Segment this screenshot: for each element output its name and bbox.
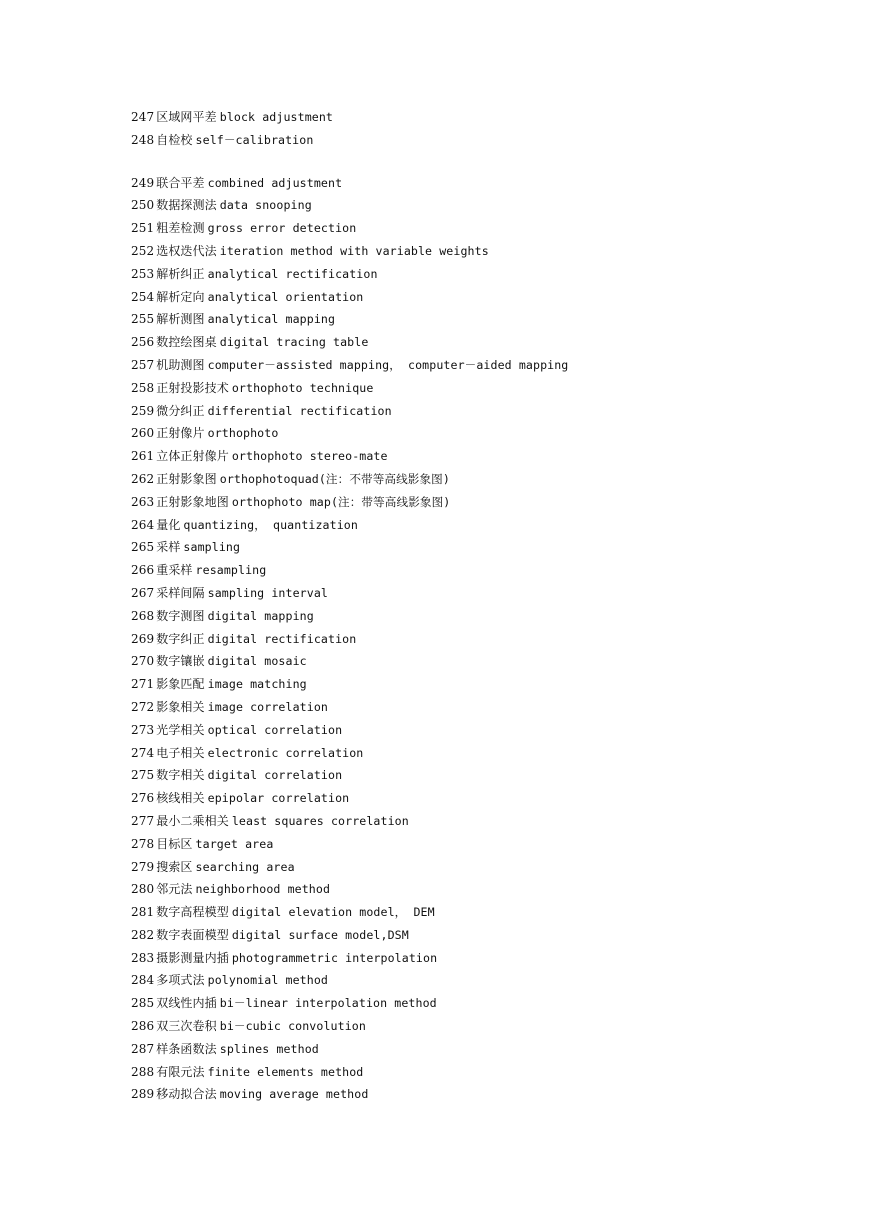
glossary-entry bbox=[131, 628, 851, 651]
entry-chinese-term: 正射像片 bbox=[156, 426, 205, 441]
entry-chinese-term: 粗差检测 bbox=[156, 221, 205, 236]
entry-number: 268 bbox=[131, 608, 155, 623]
glossary-entry bbox=[131, 650, 851, 673]
entry-english-term: target area bbox=[195, 836, 274, 851]
entry-chinese-term: 数字镶嵌 bbox=[156, 654, 205, 669]
entry-english-term: self－calibration bbox=[195, 132, 314, 147]
entry-chinese-term: 量化 bbox=[156, 517, 181, 532]
entry-english-term: sampling bbox=[183, 540, 241, 555]
entry-chinese-term: 数字高程模型 bbox=[156, 905, 229, 920]
entry-number: 257 bbox=[131, 357, 155, 372]
entry-english-term: bi－cubic convolution bbox=[219, 1019, 366, 1034]
entry-number: 276 bbox=[131, 791, 155, 806]
entry-number: 252 bbox=[131, 243, 155, 258]
entry-english-term: neighborhood method bbox=[195, 882, 331, 897]
glossary-entry bbox=[131, 377, 851, 400]
glossary-entry bbox=[131, 129, 851, 152]
entry-chinese-term: 联合平差 bbox=[156, 175, 205, 190]
entry-chinese-term: 有限元法 bbox=[156, 1064, 205, 1079]
glossary-entry bbox=[131, 400, 851, 423]
entry-english-term: computer－assisted mapping， computer－aided mapping bbox=[207, 357, 569, 372]
entry-number: 262 bbox=[131, 471, 155, 486]
entry-chinese-term: 区域网平差 bbox=[156, 110, 217, 124]
entry-chinese-term: 样条函数法 bbox=[156, 1041, 217, 1056]
entry-english-term: orthophoto map(注：带等高线影象图) bbox=[231, 494, 451, 509]
glossary-entry bbox=[131, 1015, 851, 1038]
entry-number: 251 bbox=[131, 221, 155, 236]
entry-english-term: digital tracing table bbox=[219, 335, 369, 350]
entry-english-term: sampling interval bbox=[207, 585, 328, 600]
entry-chinese-term: 最小二乘相关 bbox=[156, 813, 229, 828]
entry-number: 289 bbox=[131, 1087, 155, 1102]
entry-number: 258 bbox=[131, 380, 155, 395]
glossary-entry bbox=[131, 308, 851, 331]
entry-chinese-term: 移动拟合法 bbox=[156, 1087, 217, 1102]
glossary-entry bbox=[131, 673, 851, 696]
entry-number: 264 bbox=[131, 517, 155, 532]
entry-chinese-term: 影象匹配 bbox=[156, 677, 205, 692]
entry-number: 279 bbox=[131, 859, 155, 874]
entry-english-term: analytical orientation bbox=[207, 289, 364, 304]
glossary-entry bbox=[131, 901, 851, 924]
entry-chinese-term: 正射影象地图 bbox=[156, 494, 229, 509]
entry-english-term: finite elements method bbox=[207, 1064, 364, 1079]
glossary-entry bbox=[131, 742, 851, 765]
entry-chinese-term: 微分纠正 bbox=[156, 403, 205, 418]
entry-number: 286 bbox=[131, 1019, 155, 1034]
entry-chinese-term: 光学相关 bbox=[156, 722, 205, 737]
entry-number: 281 bbox=[131, 905, 155, 920]
entry-number: 284 bbox=[131, 973, 155, 988]
glossary-entry bbox=[131, 924, 851, 947]
entry-english-term: digital correlation bbox=[207, 768, 343, 783]
entry-number: 285 bbox=[131, 996, 155, 1011]
glossary-entry bbox=[131, 992, 851, 1015]
entry-number: 277 bbox=[131, 813, 155, 828]
glossary-entry bbox=[131, 536, 851, 559]
glossary-entry bbox=[131, 878, 851, 901]
glossary-entry bbox=[131, 286, 851, 309]
glossary-entry bbox=[131, 445, 851, 468]
entry-number: 273 bbox=[131, 722, 155, 737]
entry-english-term: photogrammetric interpolation bbox=[231, 950, 438, 965]
entry-number: 280 bbox=[131, 882, 155, 897]
entry-english-term: data snooping bbox=[219, 198, 312, 213]
glossary-entry bbox=[131, 491, 851, 514]
entry-chinese-term: 自检校 bbox=[156, 132, 193, 147]
entry-english-term: orthophoto stereo-mate bbox=[231, 449, 388, 464]
entry-chinese-term: 核线相关 bbox=[156, 791, 205, 806]
entry-chinese-term: 数控绘图桌 bbox=[156, 335, 217, 350]
entry-english-term: analytical mapping bbox=[207, 312, 336, 327]
entry-number: 283 bbox=[131, 950, 155, 965]
entry-chinese-term: 数字表面模型 bbox=[156, 927, 229, 942]
glossary-entry bbox=[131, 947, 851, 970]
entry-english-term: orthophoto technique bbox=[231, 380, 374, 395]
entry-chinese-term: 双线性内插 bbox=[156, 996, 217, 1011]
entry-number: 266 bbox=[131, 563, 155, 578]
entry-english-term: searching area bbox=[195, 859, 295, 874]
entry-english-term: analytical rectification bbox=[207, 266, 378, 281]
glossary-entry bbox=[131, 559, 851, 582]
entry-chinese-term: 数字相关 bbox=[156, 768, 205, 783]
glossary-entry bbox=[131, 217, 851, 240]
entry-number: 274 bbox=[131, 745, 155, 760]
entry-chinese-term: 电子相关 bbox=[156, 745, 205, 760]
entry-number: 267 bbox=[131, 585, 155, 600]
entry-english-term: bi－linear interpolation method bbox=[219, 996, 437, 1011]
entry-chinese-term: 数字纠正 bbox=[156, 631, 205, 646]
glossary-entry bbox=[131, 969, 851, 992]
glossary-entry bbox=[131, 582, 851, 605]
glossary-entry bbox=[131, 263, 851, 286]
entry-chinese-term: 采样间隔 bbox=[156, 585, 205, 600]
entry-english-term: digital rectification bbox=[207, 631, 357, 646]
entry-chinese-term: 立体正射像片 bbox=[156, 449, 229, 464]
entry-number: 270 bbox=[131, 654, 155, 669]
entry-number: 271 bbox=[131, 677, 155, 692]
entry-number: 249 bbox=[131, 175, 155, 190]
entry-number: 275 bbox=[131, 768, 155, 783]
entry-chinese-term: 解析测图 bbox=[156, 312, 205, 327]
entry-number: 260 bbox=[131, 426, 155, 441]
entry-chinese-term: 正射影象图 bbox=[156, 471, 217, 486]
entry-english-term: digital mapping bbox=[207, 608, 314, 623]
entry-chinese-term: 目标区 bbox=[156, 836, 193, 851]
glossary-entry bbox=[131, 696, 851, 719]
entry-chinese-term: 邻元法 bbox=[156, 882, 193, 897]
entry-english-term: least squares correlation bbox=[231, 813, 409, 828]
glossary-entry bbox=[131, 172, 851, 195]
entry-chinese-term: 多项式法 bbox=[156, 973, 205, 988]
glossary-entry bbox=[131, 833, 851, 856]
entry-english-term: moving average method bbox=[219, 1087, 369, 1102]
entry-number: 272 bbox=[131, 699, 155, 714]
glossary-entry bbox=[131, 787, 851, 810]
entry-number: 263 bbox=[131, 494, 155, 509]
entry-english-term: combined adjustment bbox=[207, 175, 343, 190]
entry-english-term: optical correlation bbox=[207, 722, 343, 737]
glossary-entry bbox=[131, 194, 851, 217]
entry-number: 247 bbox=[131, 110, 155, 124]
entry-number: 253 bbox=[131, 266, 155, 281]
glossary-entry bbox=[131, 331, 851, 354]
entry-english-term: image correlation bbox=[207, 699, 328, 714]
entry-chinese-term: 选权迭代法 bbox=[156, 243, 217, 258]
glossary-entry bbox=[131, 354, 851, 377]
entry-english-term: gross error detection bbox=[207, 221, 357, 236]
entry-number: 256 bbox=[131, 335, 155, 350]
entry-chinese-term: 重采样 bbox=[156, 563, 193, 578]
entry-number: 261 bbox=[131, 449, 155, 464]
entry-number: 255 bbox=[131, 312, 155, 327]
entry-number: 282 bbox=[131, 927, 155, 942]
entry-english-term: image matching bbox=[207, 677, 307, 692]
glossary-entry bbox=[131, 764, 851, 787]
entry-english-term: block adjustment bbox=[219, 110, 334, 124]
glossary-entry bbox=[131, 240, 851, 263]
glossary-entry bbox=[131, 106, 851, 129]
entry-number: 278 bbox=[131, 836, 155, 851]
entry-chinese-term: 机助测图 bbox=[156, 357, 205, 372]
glossary-entry bbox=[131, 856, 851, 879]
entry-english-term: quantizing， quantization bbox=[183, 517, 358, 532]
entry-english-term: iteration method with variable weights bbox=[219, 243, 489, 258]
entry-number: 269 bbox=[131, 631, 155, 646]
entry-chinese-term: 影象相关 bbox=[156, 699, 205, 714]
entry-chinese-term: 解析纠正 bbox=[156, 266, 205, 281]
entry-number: 248 bbox=[131, 132, 155, 147]
glossary-entry bbox=[131, 514, 851, 537]
entry-number: 250 bbox=[131, 198, 155, 213]
glossary-document bbox=[131, 106, 851, 1106]
entry-number: 287 bbox=[131, 1041, 155, 1056]
glossary-entry bbox=[131, 1038, 851, 1061]
entry-english-term: splines method bbox=[219, 1041, 319, 1056]
entry-chinese-term: 采样 bbox=[156, 540, 181, 555]
glossary-entry bbox=[131, 719, 851, 742]
entry-english-term: digital surface model,DSM bbox=[231, 927, 409, 942]
entry-chinese-term: 摄影测量内插 bbox=[156, 950, 229, 965]
entry-number: 259 bbox=[131, 403, 155, 418]
entry-english-term: digital elevation model， DEM bbox=[231, 905, 435, 920]
entry-english-term: epipolar correlation bbox=[207, 791, 350, 806]
entry-number: 288 bbox=[131, 1064, 155, 1079]
entry-english-term: polynomial method bbox=[207, 973, 328, 988]
entry-english-term: digital mosaic bbox=[207, 654, 307, 669]
entry-english-term: orthophoto bbox=[207, 426, 279, 441]
entry-chinese-term: 数据探测法 bbox=[156, 198, 217, 213]
glossary-entry bbox=[131, 1083, 851, 1106]
entry-chinese-term: 解析定向 bbox=[156, 289, 205, 304]
glossary-entry bbox=[131, 468, 851, 491]
entry-english-term: electronic correlation bbox=[207, 745, 364, 760]
entry-chinese-term: 正射投影技术 bbox=[156, 380, 229, 395]
entry-number: 265 bbox=[131, 540, 155, 555]
entry-number: 254 bbox=[131, 289, 155, 304]
entry-english-term: resampling bbox=[195, 563, 267, 578]
entry-chinese-term: 双三次卷积 bbox=[156, 1019, 217, 1034]
entry-chinese-term: 搜索区 bbox=[156, 859, 193, 874]
entry-chinese-term: 数字测图 bbox=[156, 608, 205, 623]
glossary-entry bbox=[131, 1061, 851, 1084]
entry-english-term: differential rectification bbox=[207, 403, 392, 418]
glossary-entry bbox=[131, 605, 851, 628]
entry-english-term: orthophotoquad(注：不带等高线影象图) bbox=[219, 471, 450, 486]
glossary-entry bbox=[131, 810, 851, 833]
glossary-entry bbox=[131, 422, 851, 445]
